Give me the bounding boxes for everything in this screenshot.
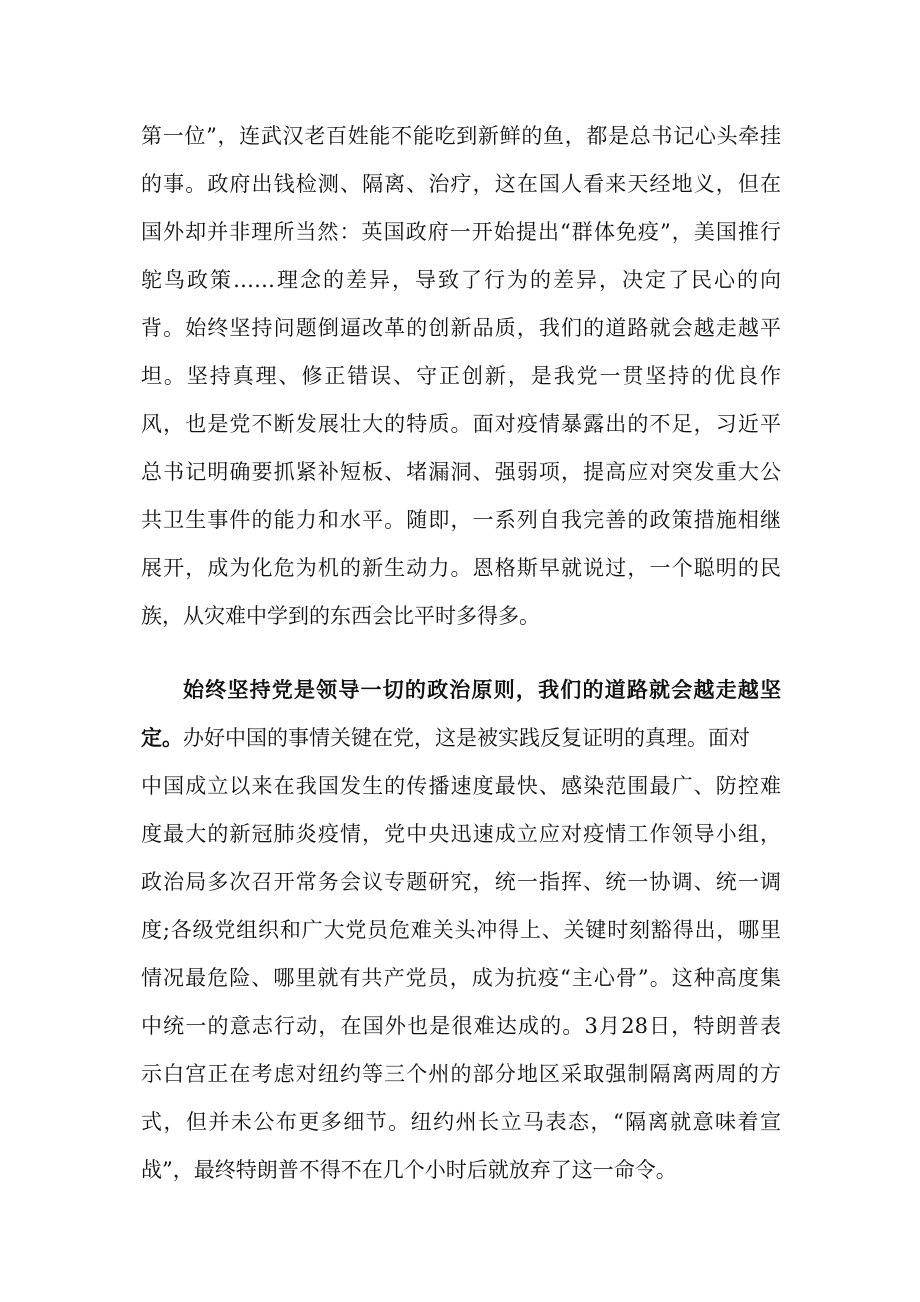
text-line: 第一位”，连武汉老百姓能不能吃到新鲜的鱼，都是总书记心头牵挂 (141, 124, 781, 148)
text-line: 式，但并未公布更多细节。纽约州长立马表态，“隔离就意味着宣 (141, 1110, 781, 1134)
text-line (141, 723, 781, 753)
text-line: 国外却并非理所当然：英国政府一开始提出“群体免疫”，美国推行 (141, 220, 781, 244)
text-line: 度最大的新冠肺炎疫情，党中央迅速成立应对疫情工作领导小组， (141, 822, 781, 846)
text-line: 度;各级党组织和广大党员危难关头冲得上、关键时刻豁得出，哪里 (141, 918, 781, 942)
bold-heading-end: 定。 (141, 725, 183, 750)
text-line: 的事。政府出钱检测、隔离、治疗，这在国人看来天经地义，但在 (141, 172, 781, 196)
text-line: 总书记明确要抓紧补短板、堵漏洞、强弱项，提高应对突发重大公 (141, 460, 781, 484)
text-line: 鸵鸟政策……理念的差异，导致了行为的差异，决定了民心的向 (141, 268, 781, 292)
text-line: 中国成立以来在我国发生的传播速度最快、感染范围最广、防控难 (141, 774, 781, 798)
text-line: 展开，成为化危为机的新生动力。恩格斯早就说过，一个聪明的民 (141, 556, 781, 580)
text-line: 情况最危险、哪里就有共产党员，成为抗疫“主心骨”。这种高度集 (141, 966, 781, 990)
text-span: 办好中国的事情关键在党，这是被实践反复证明的真理。面对 (183, 726, 750, 750)
text-line: 共卫生事件的能力和水平。随即，一系列自我完善的政策措施相继 (141, 508, 781, 532)
text-line: 示白宫正在考虑对纽约等三个州的部分地区采取强制隔离两周的方 (141, 1062, 781, 1086)
text-line: 坦。坚持真理、修正错误、守正创新，是我党一贯坚持的优良作 (141, 364, 781, 388)
text-line: 风，也是党不断发展壮大的特质。面对疫情暴露出的不足，习近平 (141, 412, 781, 436)
text-line: 战”，最终特朗普不得不在几个小时后就放弃了这一命令。 (141, 1158, 677, 1182)
text-line: 背。始终坚持问题倒逼改革的创新品质，我们的道路就会越走越平 (141, 316, 781, 340)
text-line: 中统一的意志行动，在国外也是很难达成的。3月28日，特朗普表 (141, 1014, 781, 1038)
text-line: 政治局多次召开常务会议专题研究，统一指挥、统一协调、统一调 (141, 870, 781, 894)
bold-heading-line: 始终坚持党是领导一切的政治原则，我们的道路就会越走越坚 (183, 677, 781, 702)
text-line: 族，从灾难中学到的东西会比平时多得多。 (141, 604, 540, 628)
